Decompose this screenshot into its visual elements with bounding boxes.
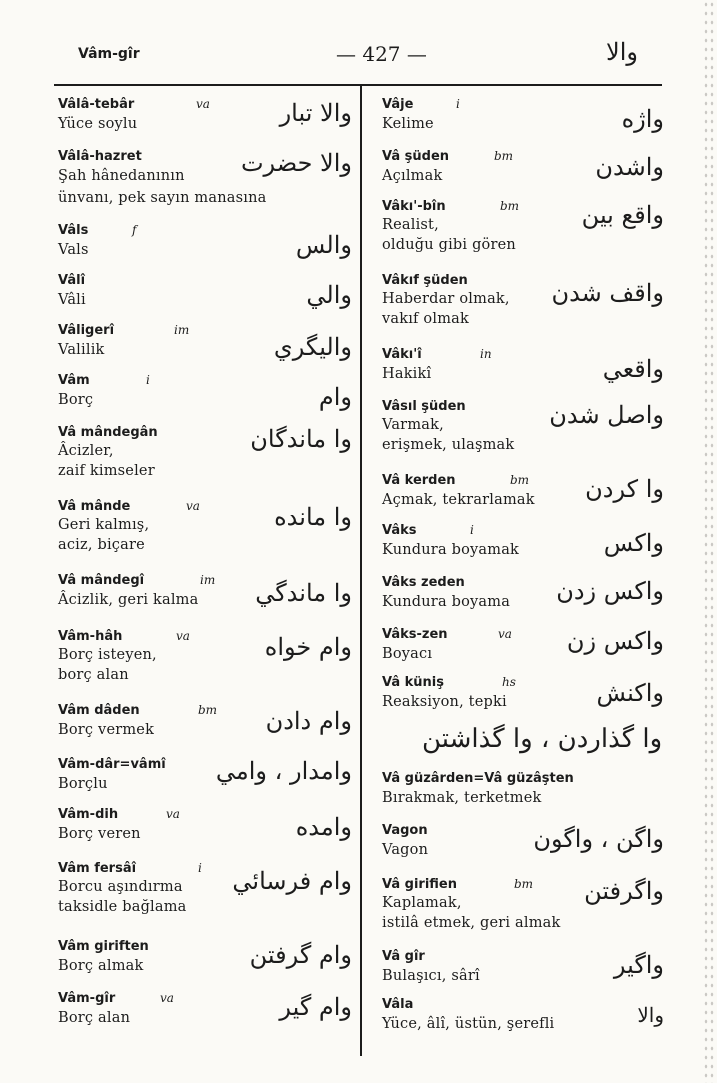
running-head-right: والا [606,38,638,66]
dictionary-entry [58,938,354,977]
arabic-script: وام [318,383,352,411]
grammar-abbr: f [132,223,137,237]
dictionary-entry [58,222,354,261]
dictionary-entry [382,822,666,861]
headword: Vâks zeden [382,575,465,590]
headword: Vâje [382,97,414,112]
arabic-script: وام گير [279,993,352,1021]
dictionary-entry [58,990,354,1029]
headword: Vâkı'î [382,347,422,362]
grammar-abbr: i [146,373,150,387]
arabic-script: واقف شدن [551,279,664,307]
dictionary-entry [58,702,354,741]
column-divider [360,86,362,1056]
definition: erişmek, ulaşmak [382,437,515,453]
grammar-abbr: i [456,97,460,111]
definition: Açmak, tekrarlamak [382,492,535,508]
dictionary-entry [58,806,354,845]
dictionary-entry [58,272,354,311]
definition: Borç [58,392,94,408]
definition: Hakikî [382,366,432,382]
dictionary-entry [58,498,354,555]
definition: Kaplamak, [382,895,462,911]
definition: ünvanı, pek sayın manasına [58,190,267,206]
headword: Vâlâ-hazret [58,149,142,164]
definition: Açılmak [382,168,443,184]
arabic-script: واقع بين [581,201,664,229]
arabic-script: واگرفتن [584,877,664,905]
grammar-abbr: im [200,573,216,587]
headword: Vâ küniş [382,675,444,690]
headword: Vâ mândegân [58,425,158,440]
grammar-abbr: in [480,347,492,361]
headword: Vâm fersâî [58,861,137,876]
arabic-script: وا گذاردن ، وا گذاشتن [422,724,663,754]
dictionary-entry [382,876,666,933]
headword: Vâ mândegî [58,573,145,588]
grammar-abbr: bm [198,703,218,717]
definition: Vals [58,242,89,258]
arabic-script: واگن ، واگون [533,825,664,853]
definition: Kelime [382,116,434,132]
definition: Şah hânedanının [58,168,185,184]
headword: Vâm-dih [58,807,119,822]
dictionary-entry [382,272,666,329]
definition: zaif kimseler [58,463,155,479]
arabic-script: وام فرسائي [232,867,352,895]
dictionary-entry [58,424,354,481]
grammar-abbr: va [498,627,512,641]
definition: Borç almak [58,958,144,974]
definition: Valilik [58,342,105,358]
grammar-abbr: va [186,499,200,513]
grammar-abbr: va [160,991,174,1005]
headword: Vâm [58,373,90,388]
headword: Vâm dâden [58,703,140,718]
dictionary-entry [58,322,354,361]
arabic-script: وامده [295,813,352,841]
definition: Borç veren [58,826,141,842]
definition: Realist, [382,217,439,233]
running-head-left: Vâm-gîr [78,46,140,62]
headword: Vagon [382,823,428,838]
grammar-abbr: im [174,323,190,337]
arabic-script: واكس زن [566,627,664,655]
definition: taksidle bağlama [58,899,187,915]
definition: Borç isteyen, [58,647,157,663]
dictionary-entry [382,472,666,511]
grammar-abbr: va [166,807,180,821]
arabic-script: واژه [621,105,664,133]
grammar-abbr: bm [510,473,530,487]
definition: Yüce, âlî, üstün, şerefli [382,1016,555,1032]
grammar-abbr: bm [514,877,534,891]
dictionary-entry [58,372,354,411]
arabic-script: واكس [603,529,664,557]
arabic-script: والي [306,281,352,309]
page-header [0,38,717,78]
definition: Varmak, [382,417,444,433]
arabic-script: وا كردن [585,475,664,503]
definition: Vagon [382,842,429,858]
definition: aciz, biçare [58,537,145,553]
definition: olduğu gibi gören [382,237,516,253]
headword: Vâ kerden [382,473,456,488]
headword: Vâ gîr [382,949,425,964]
arabic-script: والا [637,1003,664,1027]
definition: Yüce soylu [58,116,138,132]
definition: Âcizler, [58,443,114,459]
arabic-script: واگير [613,951,664,979]
dictionary-entry [382,626,666,665]
arabic-script: وا مانده [274,503,352,531]
definition: Kundura boyamak [382,542,520,558]
definition: istilâ etmek, geri almak [382,915,561,931]
definition: Reaksiyon, tepki [382,694,507,710]
arabic-script: والا تبار [279,99,352,127]
arabic-script: وام خواه [264,633,352,661]
arabic-script: واقعي [602,355,664,383]
definition: Borçlu [58,776,108,792]
headword: Vâkı'-bîn [382,199,446,214]
grammar-abbr: va [176,629,190,643]
headword: Vâm-hâh [58,629,123,644]
arabic-script: وام گرفتن [249,941,352,969]
page-edge-dots [703,0,715,1083]
headword: Vâks-zen [382,627,448,642]
arabic-script: واكس زدن [556,577,664,605]
definition: Bulaşıcı, sârî [382,968,480,984]
arabic-script: وا ماندگي [255,579,352,607]
grammar-abbr: i [198,861,202,875]
dictionary-entry [58,860,354,917]
header-rule [54,84,662,86]
headword: Vâ girifien [382,877,457,892]
definition: Borcu aşındırma [58,879,183,895]
dictionary-entry [58,756,354,795]
arabic-script: وام دادن [265,707,352,735]
definition: borç alan [58,667,129,683]
grammar-abbr: bm [494,149,514,163]
headword: Vâm giriften [58,939,149,954]
definition: Haberdar olmak, [382,291,510,307]
dictionary-entry [382,674,666,713]
dictionary-entry [58,96,354,135]
headword: Vâlâ-tebâr [58,97,135,112]
grammar-abbr: i [470,523,474,537]
dictionary-entry [382,148,666,187]
arabic-script: واليگري [273,333,352,361]
headword: Vâm-dâr=vâmî [58,757,166,772]
definition: Geri kalmış, [58,517,150,533]
grammar-abbr: bm [500,199,520,213]
dictionary-entry [58,148,354,209]
definition: vakıf olmak [382,311,469,327]
arabic-script: والا حضرت [240,149,352,177]
headword: Vâls [58,223,89,238]
arabic-script: وا ماندگان [250,425,352,453]
headword: Vâkıf şüden [382,273,468,288]
grammar-abbr: va [196,97,210,111]
dictionary-entry [382,996,666,1035]
dictionary-entry [382,346,666,385]
dictionary-entry [382,398,666,455]
headword: Vâligerî [58,323,115,338]
dictionary-entry [58,572,354,611]
grammar-abbr: hs [502,675,516,689]
definition: Âcizlik, geri kalma [58,592,199,608]
definition: Vâli [58,292,86,308]
headword: Vâsıl şüden [382,399,466,414]
arabic-script: واشدن [595,153,664,181]
dictionary-entry [382,96,666,135]
arabic-script: واصل شدن [549,401,664,429]
headword: Vâks [382,523,417,538]
headword: Vâ şüden [382,149,450,164]
headword: Vâ mânde [58,499,131,514]
definition: Borç vermek [58,722,155,738]
headword: Vâla [382,997,414,1012]
dictionary-entry [382,948,666,987]
dictionary-entry [58,628,354,685]
page-number: — 427 — [336,42,427,66]
definition: Boyacı [382,646,433,662]
dictionary-entry [382,522,666,561]
definition: Bırakmak, terketmek [382,790,542,806]
definition: Borç alan [58,1010,131,1026]
dictionary-entry [382,574,666,613]
headword: Vâm-gîr [58,991,116,1006]
arabic-script: وامدار ، وامي [215,757,352,785]
arabic-script: واكنش [596,679,664,707]
arabic-script: والس [295,231,352,259]
definition: Kundura boyama [382,594,511,610]
headword: Vâ güzârden=Vâ güzâşten [382,771,574,786]
dictionary-entry [382,198,666,255]
headword: Vâlî [58,273,86,288]
dictionary-entry [382,770,666,809]
